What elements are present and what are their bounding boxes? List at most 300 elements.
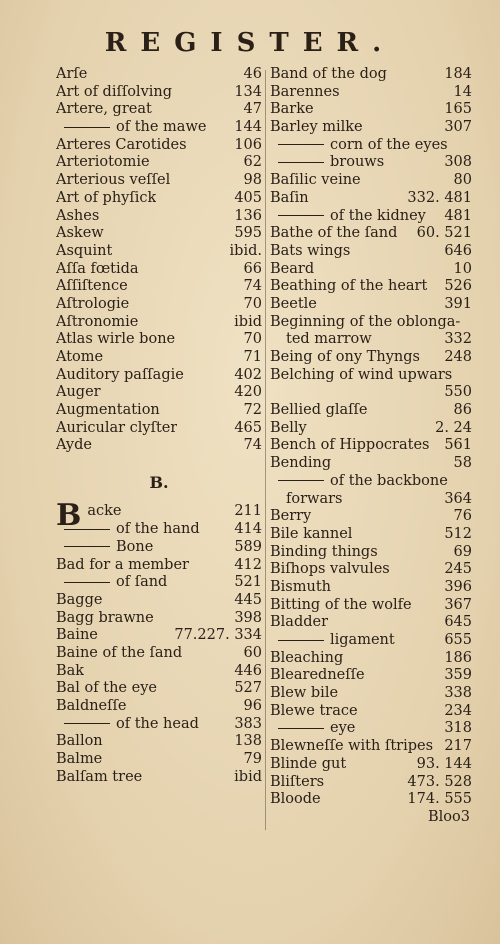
entry-term (56, 84, 172, 102)
entry-term (270, 119, 363, 137)
entry-pages: 77.227. 334 (174, 627, 262, 644)
entry-term (270, 650, 343, 668)
entry-term (56, 101, 152, 119)
entry-term (270, 137, 448, 155)
entry-term (56, 420, 177, 438)
entry-term (56, 261, 139, 279)
index-entry (270, 261, 472, 279)
entry-term-text: Art of diſſolving (56, 83, 173, 100)
entry-term-text: Bismuth (270, 578, 331, 595)
entry-pages: 391 (444, 295, 472, 312)
entry-term (270, 561, 390, 579)
entry-pages: 98 (243, 172, 262, 189)
index-entry (56, 119, 262, 137)
index-entry (56, 208, 262, 226)
index-entry (56, 592, 262, 610)
entry-pages: 646 (444, 242, 472, 259)
entry-term-text: Bone (116, 538, 154, 555)
entry-term (56, 119, 206, 137)
index-entry (270, 437, 472, 455)
entry-pages: 550 (444, 384, 472, 401)
entry-term (270, 367, 452, 385)
index-entry (56, 557, 262, 575)
index-entry (270, 614, 472, 632)
entry-pages: 359 (444, 667, 472, 684)
entry-pages: 174. 555 (407, 791, 472, 808)
entry-term (56, 539, 153, 557)
index-entry (270, 208, 472, 226)
entry-term (270, 331, 372, 349)
entry-term-text: Arteres Carotides (56, 136, 187, 153)
entry-term-text: of the backbone (330, 472, 448, 489)
entry-term-text: Belly (270, 419, 307, 436)
index-entry (270, 84, 472, 102)
index-entry (56, 402, 262, 420)
index-entry (270, 66, 472, 84)
entry-term (56, 698, 126, 716)
entry-term (56, 733, 103, 751)
entry-pages: 402 (234, 366, 262, 383)
entry-term-text: Being of ony Thyngs (270, 349, 420, 365)
index-entry (56, 698, 262, 716)
entry-term-text: of the hand (116, 521, 200, 538)
index-entry (56, 437, 262, 455)
entry-term (270, 526, 352, 544)
entry-term (56, 769, 142, 787)
entry-pages: 405 (234, 189, 262, 206)
ditto-dash (278, 480, 324, 481)
ditto-dash (278, 728, 324, 729)
entry-term (270, 402, 368, 420)
entry-term (56, 190, 156, 208)
entry-pages: 80 (453, 172, 472, 189)
index-entry (270, 544, 472, 562)
entry-term-text: Bloode (270, 791, 321, 808)
entry-pages: 184 (444, 66, 472, 82)
entry-term-text: of the mawe (116, 119, 207, 136)
entry-pages: 138 (234, 733, 262, 750)
index-entry (56, 716, 262, 734)
entry-pages: 165 (444, 101, 472, 118)
entry-pages: 521 (234, 574, 262, 591)
entry-term-text: Baldneſſe (56, 698, 127, 714)
entry-term (56, 384, 101, 402)
entry-pages: 420 (234, 384, 262, 401)
entry-pages: 14 (453, 83, 472, 100)
entry-term (270, 349, 420, 367)
entry-term-text: Baſin (270, 189, 309, 206)
entry-pages: 308 (444, 154, 472, 171)
entry-pages: 446 (234, 662, 262, 679)
entry-term-text: of the head (116, 715, 199, 732)
entry-pages: 414 (234, 521, 262, 538)
entry-term-text: Blewe trace (270, 702, 358, 719)
entry-pages: 367 (444, 596, 472, 613)
entry-term-text: Barennes (270, 83, 340, 100)
index-entry (270, 579, 472, 597)
entry-term (270, 101, 314, 119)
entry-term (56, 751, 102, 769)
entry-term (56, 225, 104, 243)
entry-term (270, 738, 433, 756)
index-entry (270, 685, 472, 703)
index-entry (56, 680, 262, 698)
entry-term (270, 84, 340, 102)
entry-term-text: Artere, great (56, 101, 152, 118)
entry-term (56, 66, 87, 84)
entries-b-list (56, 521, 262, 786)
index-entry (270, 597, 472, 615)
entry-term-text: Ashes (56, 207, 100, 224)
entry-term (56, 610, 154, 628)
entry-term (270, 544, 378, 562)
index-entry (270, 349, 472, 367)
index-entry (270, 137, 472, 155)
entry-pages: 589 (234, 538, 262, 555)
entry-term-text: Baſilic veine (270, 172, 361, 189)
entry-term (56, 137, 187, 155)
index-entry (56, 225, 262, 243)
index-entry (56, 261, 262, 279)
entry-term (56, 627, 98, 645)
entry-term (270, 437, 429, 455)
entry-pages: 211 (234, 503, 262, 520)
entry-pages: 307 (444, 119, 472, 136)
entry-term: acke (87, 503, 122, 520)
entry-pages: 10 (453, 260, 472, 277)
column-divider (265, 70, 266, 830)
index-entry (270, 402, 472, 420)
entry-pages: 93. 144 (416, 755, 472, 772)
section-heading-b: B. (149, 473, 169, 493)
entry-term (270, 491, 342, 509)
index-entry (270, 720, 472, 738)
entry-term-text: Bagg brawne (56, 609, 154, 626)
entry-term (270, 720, 355, 738)
entry-term-text: Bliſters (270, 773, 325, 790)
entry-term (270, 756, 346, 774)
entry-term-text: Arterious veſſel (56, 172, 171, 189)
entry-pages: 86 (453, 402, 472, 419)
entry-term-text: Auricular clyſter (56, 419, 178, 436)
entry-term-text: Berry (270, 508, 312, 525)
entry-term-text: Bad for a member (56, 556, 189, 573)
index-entry (270, 331, 472, 349)
entry-pages: 234 (444, 702, 472, 719)
entry-pages: 76 (453, 508, 472, 525)
entry-term (270, 667, 365, 685)
entry-term (56, 557, 189, 575)
entry-pages: 74 (243, 437, 262, 454)
entry-term-text: Auditory paſſagie (56, 366, 184, 383)
entry-pages: 60. 521 (416, 225, 472, 242)
entry-term-text: ted marrow (286, 331, 372, 348)
entry-term (56, 437, 92, 455)
entry-pages: 332. 481 (407, 189, 472, 206)
ditto-dash (64, 582, 110, 583)
catchword: Bloo3 (428, 808, 470, 825)
entry-term (270, 455, 331, 473)
entry-term-text: Arſe (56, 66, 88, 82)
index-entry (270, 420, 472, 438)
entry-term-text: Barke (270, 101, 314, 118)
entry-term (270, 154, 384, 172)
entry-pages: 217 (444, 738, 472, 755)
entry-term (56, 314, 138, 332)
entry-pages: 364 (444, 490, 472, 507)
entry-pages: 106 (234, 136, 262, 153)
entry-term-text: Biſhops valvules (270, 561, 390, 578)
entry-term-text: Aſſa fœtida (56, 260, 139, 277)
entry-term (270, 774, 324, 792)
entry-term (270, 632, 395, 650)
entry-term-text: Bench of Hippocrates (270, 437, 430, 454)
index-entry (270, 632, 472, 650)
entry-term-text: Balſam tree (56, 768, 143, 785)
index-entry (270, 738, 472, 756)
entry-term-text: Bats wings (270, 242, 351, 259)
index-entry (270, 561, 472, 579)
ditto-dash (64, 529, 110, 530)
index-entry (270, 473, 472, 491)
entry-term (270, 473, 448, 491)
entry-pages: 72 (243, 402, 262, 419)
index-entry (270, 190, 472, 208)
index-entry (56, 154, 262, 172)
entry-term (56, 349, 103, 367)
entry-term-text: Bending (270, 455, 332, 472)
ditto-dash (278, 162, 324, 163)
entry-term (270, 614, 328, 632)
left-column (56, 66, 262, 786)
entry-term-text: Band of the dog (270, 66, 387, 82)
index-entry (270, 667, 472, 685)
index-entry (56, 627, 262, 645)
index-entry (56, 751, 262, 769)
index-entry (56, 521, 262, 539)
entry-pages: 71 (243, 349, 262, 365)
entry-pages: 58 (453, 455, 472, 472)
entry-term-text: of the kidney (330, 207, 426, 224)
entry-term-text: Askew (56, 225, 104, 242)
entry-term-text: Beginning of the oblonga- (270, 313, 461, 330)
entry-term-text: Barley milke (270, 119, 363, 136)
entry-term-text: eye (330, 720, 356, 737)
entry-term-text: Beathing of the heart (270, 278, 428, 295)
index-entry (56, 331, 262, 349)
entry-term-text: ligament (330, 632, 395, 648)
entry-pages: 245 (444, 561, 472, 578)
entry-term (270, 225, 397, 243)
entry-term-text: Baine of the ſand (56, 644, 183, 661)
entry-pages: 46 (243, 66, 262, 82)
entry-term-text: Bleaching (270, 649, 344, 666)
entry-term (56, 278, 128, 296)
entry-term (56, 331, 175, 349)
dropcap-letter: B (56, 498, 82, 534)
entry-pages: 318 (444, 720, 472, 737)
entry-term-text: Belching of wind upwars (270, 366, 453, 383)
entry-pages: 396 (444, 578, 472, 595)
entry-term (56, 402, 160, 420)
entry-term (56, 367, 184, 385)
entry-term (270, 261, 314, 279)
entry-term-text: Atlas wirle bone (56, 331, 176, 348)
entry-term-text: Blew bile (270, 685, 339, 702)
entry-term-text: Aſſiſtence (56, 278, 128, 295)
entry-term (270, 314, 460, 332)
entry-pages: 136 (234, 207, 262, 224)
entry-term-text: Aſtronomie (56, 313, 139, 330)
entry-term-text: brouws (330, 154, 385, 171)
index-entry (270, 296, 472, 314)
entry-term (56, 521, 200, 539)
entry-term (270, 278, 427, 296)
entry-term (270, 685, 338, 703)
entry-term (270, 172, 361, 190)
index-entry (56, 190, 262, 208)
ditto-dash (64, 546, 110, 547)
entry-pages: 62 (243, 154, 262, 171)
entry-term-text: Aſtrologie (56, 295, 130, 312)
entry-term-text: forwars (286, 490, 343, 507)
entry-pages: 74 (243, 278, 262, 295)
entry-term-text: Blewneſſe with ſtripes (270, 738, 434, 755)
index-entry (56, 645, 262, 663)
index-entry (270, 774, 472, 792)
entry-term (270, 243, 350, 261)
index-entry (56, 278, 262, 296)
index-entry (270, 154, 472, 172)
entry-pages: 561 (444, 437, 472, 454)
entry-pages: 645 (444, 614, 472, 631)
index-entry (56, 769, 262, 787)
index-entry (56, 243, 262, 261)
entry-term-text: Balme (56, 751, 103, 768)
entry-pages: 527 (234, 680, 262, 697)
entry-pages: 144 (234, 119, 262, 136)
entry-pages: 2. 24 (435, 419, 472, 436)
entry-pages: 473. 528 (407, 773, 472, 790)
entry-pages: 595 (234, 225, 262, 242)
index-entry (56, 314, 262, 332)
entry-pages: 445 (234, 591, 262, 608)
index-entry (270, 367, 472, 385)
entry-term-text: Auger (56, 384, 101, 401)
entry-term-text: Bal of the eye (56, 680, 157, 697)
entry-pages: 79 (243, 751, 262, 768)
entries-a-list (56, 66, 262, 455)
index-entry (270, 756, 472, 774)
ditto-dash (278, 144, 324, 145)
entry-term (56, 592, 102, 610)
entry-pages: 186 (444, 649, 472, 666)
index-entry (56, 733, 262, 751)
index-entry (270, 243, 472, 261)
entry-term (56, 645, 182, 663)
page-title: REGISTER. (104, 28, 396, 58)
entry-term-text: Binding things (270, 543, 378, 560)
entry-term-text: Beetle (270, 295, 317, 312)
entry-pages: 412 (234, 556, 262, 573)
entry-term (56, 296, 129, 314)
entry-term (56, 208, 99, 226)
entry-term (270, 791, 321, 809)
entry-term (270, 508, 311, 526)
entry-term-text: Bak (56, 662, 85, 679)
entry-term-text: Augmentation (56, 402, 160, 419)
index-entry (56, 420, 262, 438)
entry-term (56, 680, 157, 698)
entry-term (56, 716, 199, 734)
entry-pages: 134 (234, 83, 262, 100)
entry-pages: 66 (243, 260, 262, 277)
index-entry (56, 384, 262, 402)
entry-term-text: Blinde gut (270, 755, 347, 772)
entry-pages: 96 (243, 698, 262, 714)
index-entry (56, 137, 262, 155)
entry-term-text: Atome (56, 349, 104, 365)
entry-term (56, 154, 150, 172)
entry-term-text: Ballon (56, 733, 103, 750)
entry-term-text: Bile kannel (270, 525, 353, 542)
index-entry (270, 703, 472, 721)
index-entry (56, 296, 262, 314)
entry-pages: 338 (444, 685, 472, 702)
entry-term (56, 172, 170, 190)
entry-term-text: Blearedneſſe (270, 667, 365, 684)
ditto-dash (278, 640, 324, 641)
index-entry (270, 314, 472, 332)
ditto-dash (64, 127, 110, 128)
index-entry (270, 172, 472, 190)
entry-pages: 70 (243, 331, 262, 348)
entry-term-text: Arteriotomie (56, 154, 150, 171)
entry-term (56, 574, 167, 592)
entries-right-list (270, 66, 472, 809)
ditto-dash (64, 723, 110, 724)
index-entry (56, 349, 262, 367)
entry-pages: ibid. (229, 242, 262, 259)
index-entry (56, 610, 262, 628)
entry-term-text: Art of phyſick (56, 189, 157, 206)
entry-term-text: Baine (56, 627, 98, 644)
entry-pages: 47 (243, 101, 262, 118)
index-entry (56, 84, 262, 102)
entry-pages: 481 (444, 207, 472, 224)
index-entry (56, 574, 262, 592)
entry-pages: 248 (444, 349, 472, 365)
right-column (270, 66, 472, 825)
entry-pages: 70 (243, 295, 262, 312)
index-entry (56, 66, 262, 84)
index-entry (270, 225, 472, 243)
entry-term (270, 296, 317, 314)
entry-term (270, 66, 387, 84)
entry-term (270, 208, 426, 226)
index-entry (56, 367, 262, 385)
entry-term (56, 663, 84, 681)
entry-pages: 465 (234, 419, 262, 436)
entry-term (270, 579, 331, 597)
entry-term (270, 703, 358, 721)
entry-term (270, 597, 412, 615)
index-entry (270, 101, 472, 119)
index-entry (270, 491, 472, 509)
entry-term (270, 190, 309, 208)
index-entry (56, 539, 262, 557)
entry-pages: 383 (234, 715, 262, 732)
